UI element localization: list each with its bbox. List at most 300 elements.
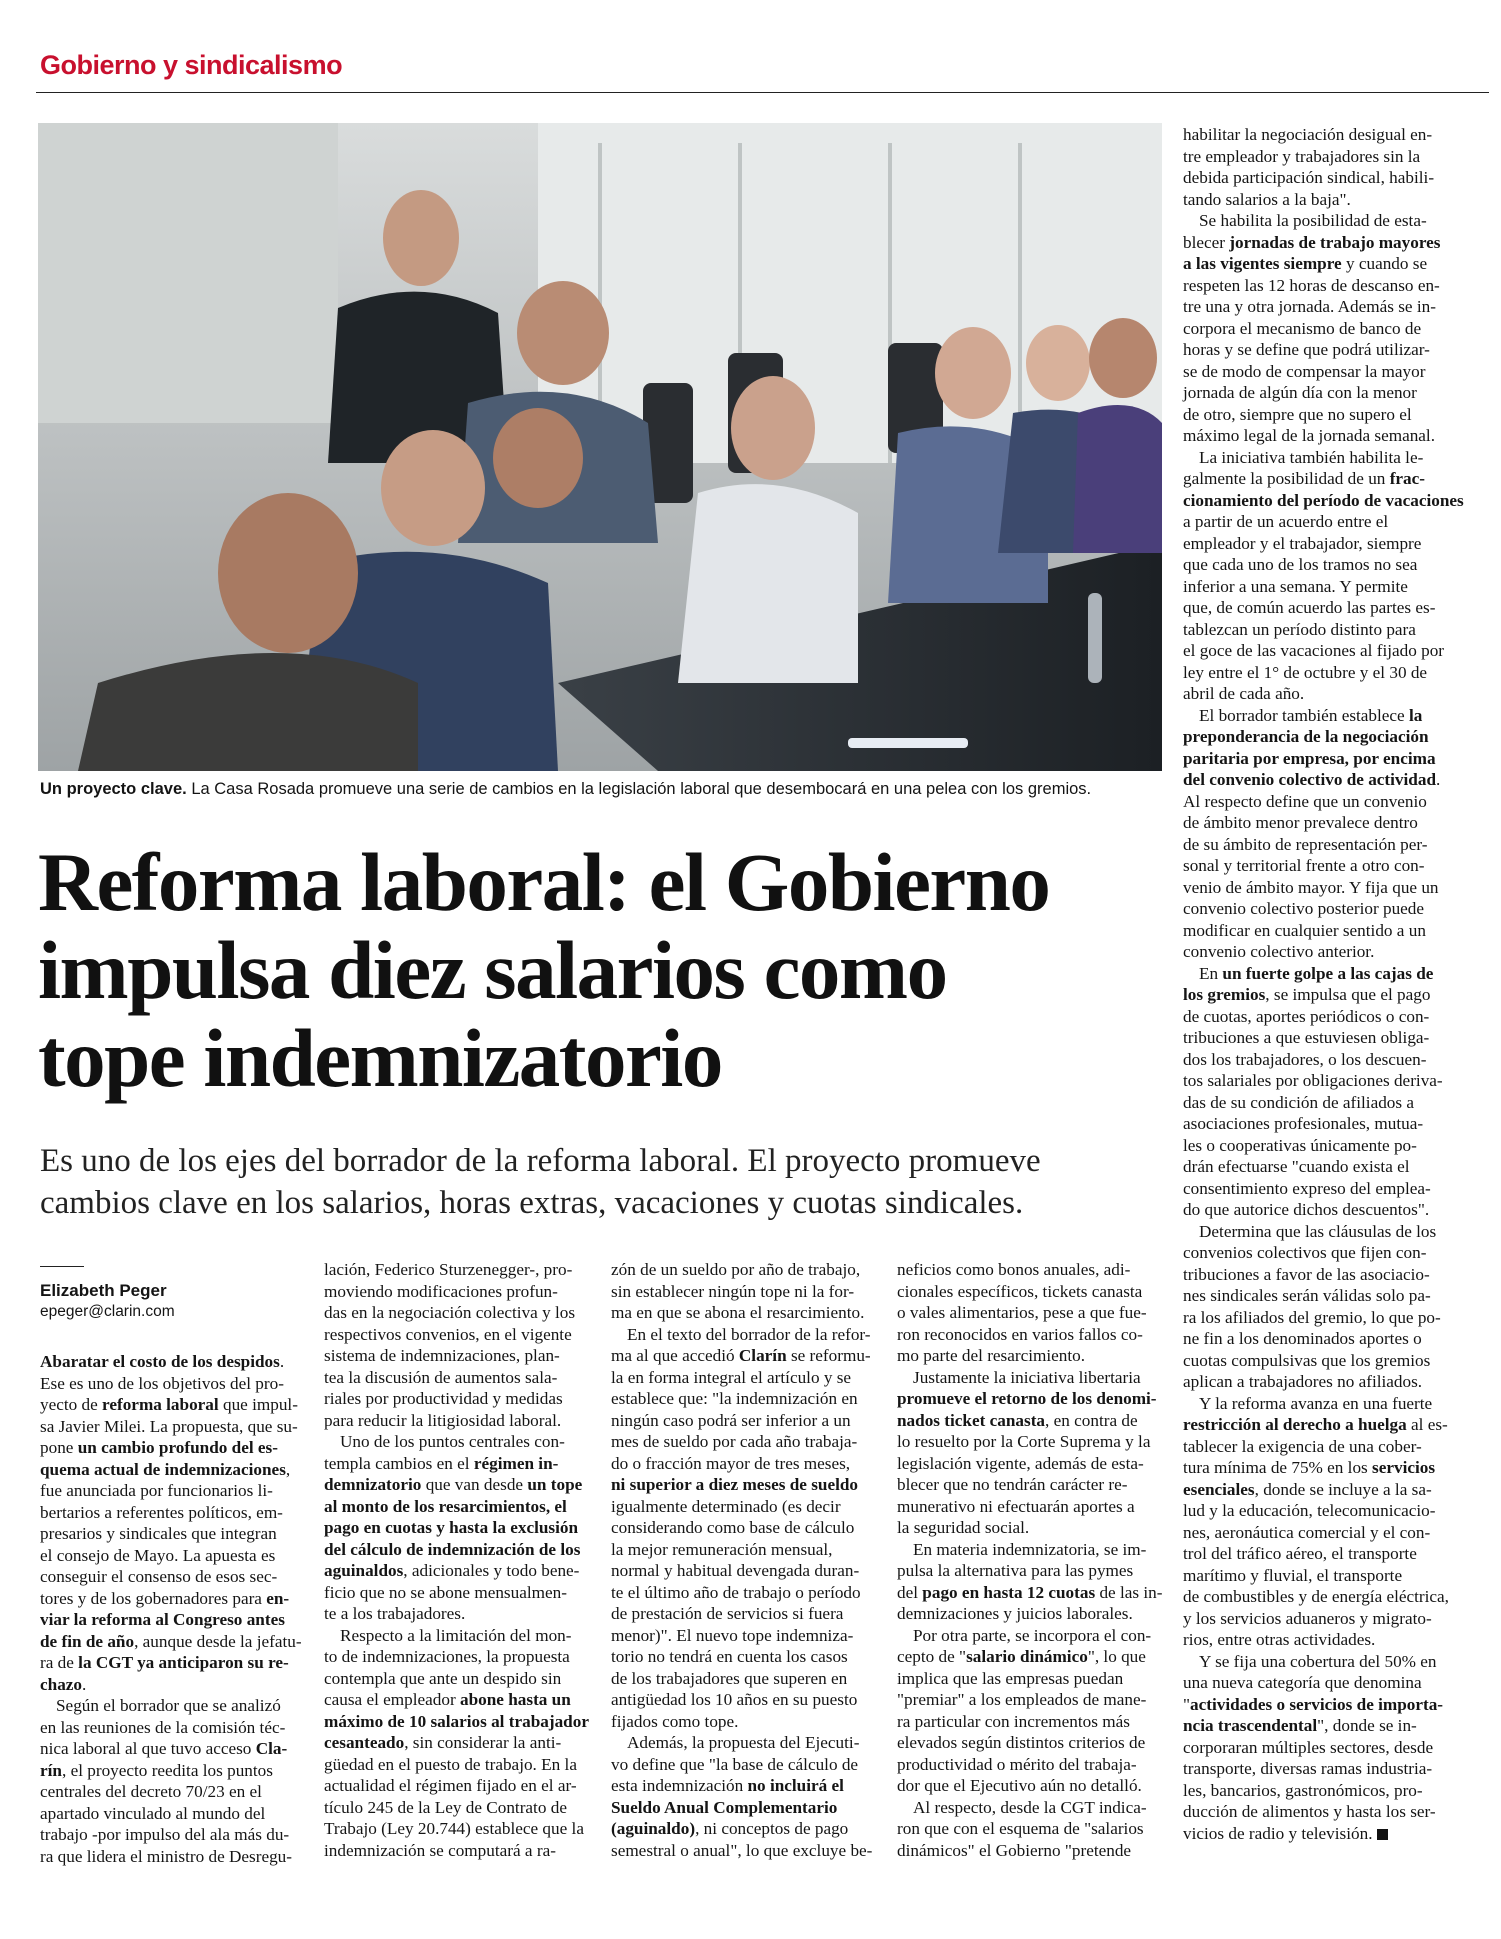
body-text: Respecto a la limitación del mon-	[340, 1625, 572, 1645]
body-text: torio no tendrá en cuenta los casos	[611, 1647, 848, 1666]
text-line	[897, 1345, 1162, 1367]
body-text: fijados como tope.	[611, 1711, 739, 1731]
body-text: implica que las empresas puedan	[897, 1668, 1124, 1688]
text-line	[1183, 318, 1464, 340]
body-text: tando salarios a la baja".	[1183, 189, 1351, 209]
text-line	[897, 1840, 1162, 1862]
body-text: Determina que las cláusulas de los	[1199, 1221, 1437, 1241]
text-line	[897, 1732, 1162, 1754]
text-line	[1183, 1543, 1464, 1565]
text-line	[1183, 791, 1464, 813]
text-line	[40, 1846, 302, 1868]
body-text: das de su condición de afiliados a	[1183, 1092, 1415, 1112]
text-line	[1183, 576, 1464, 598]
deck-subtitle	[40, 1140, 1165, 1224]
text-line	[611, 1431, 872, 1453]
body-text: menor)". El nuevo tope indemniza-	[611, 1625, 854, 1645]
text-line	[1183, 748, 1464, 770]
text-line	[1183, 941, 1464, 963]
body-text: templa cambios en el	[324, 1453, 474, 1473]
bold-text: pago en hasta 12 cuotas	[922, 1582, 1096, 1602]
body-text: Se habilita la posibilidad de esta-	[1199, 211, 1427, 230]
body-text: dos los trabajadores, o los descuen-	[1183, 1049, 1427, 1069]
deck-line: Es uno de los ejes del borrador de la reforma laboral. El proyecto promueve	[40, 1143, 1041, 1179]
text-line	[897, 1281, 1162, 1303]
body-text: .	[82, 1674, 87, 1694]
bold-text: Clarín	[738, 1346, 787, 1365]
body-text: cepto de "	[897, 1647, 967, 1666]
bold-text: del cálculo de indemnización de los	[324, 1539, 581, 1559]
body-text: habilitar la negociación desigual en-	[1183, 125, 1433, 144]
body-text: que cada uno de los tramos no sea	[1183, 555, 1418, 574]
text-line	[1183, 1285, 1464, 1307]
body-text: das en la negociación colectiva y los	[324, 1303, 576, 1322]
body-text: ra de	[40, 1653, 79, 1672]
text-line	[611, 1345, 872, 1367]
text-line	[1183, 1135, 1464, 1157]
body-text: Trabajo (Ley 20.744) establece que la	[324, 1819, 584, 1838]
text-line	[611, 1797, 872, 1819]
text-line	[40, 1760, 302, 1782]
body-text: nes sindicales serán válidas solo pa-	[1183, 1286, 1431, 1305]
text-line	[1183, 1672, 1464, 1694]
text-line	[611, 1474, 872, 1496]
body-text: corpora el mecanismo de banco de	[1183, 318, 1422, 338]
body-text: ficio que no se abone mensualmen-	[324, 1582, 567, 1602]
bold-text: actividades o servicios de importa-	[1190, 1694, 1444, 1714]
text-line	[40, 1781, 302, 1803]
text-line	[897, 1431, 1162, 1453]
bold-text: servicios	[1372, 1458, 1436, 1477]
body-text: convenio colectivo posterior puede	[1183, 899, 1425, 918]
text-line	[1183, 1092, 1464, 1114]
body-text: ma en que se abona el resarcimiento.	[611, 1303, 865, 1322]
bold-text: Cla-	[255, 1739, 288, 1758]
text-line	[1183, 963, 1464, 985]
text-line	[1183, 726, 1464, 748]
bold-text: aguinaldos	[324, 1561, 404, 1580]
text-line	[40, 1824, 302, 1846]
text-line	[611, 1711, 872, 1733]
text-line	[324, 1302, 589, 1324]
bold-text: nados ticket canasta	[897, 1410, 1046, 1430]
text-line	[40, 1373, 302, 1395]
text-line	[324, 1625, 589, 1647]
text-line	[1183, 662, 1464, 684]
text-line	[1183, 382, 1464, 404]
text-line	[1183, 1608, 1464, 1630]
text-line	[1183, 511, 1464, 533]
text-line	[611, 1281, 872, 1303]
text-line	[1183, 296, 1464, 318]
body-text: ducción de alimentos y hasta los ser-	[1183, 1802, 1436, 1821]
bold-text: Sueldo Anual Complementario	[611, 1797, 838, 1817]
body-text: yecto de	[40, 1395, 103, 1414]
text-line	[1183, 339, 1464, 361]
body-text: elevados según distintos criterios de	[897, 1733, 1146, 1752]
text-line	[324, 1453, 589, 1475]
text-line	[1183, 232, 1464, 254]
text-line	[1183, 124, 1464, 146]
body-text: blecer que no tendrán carácter re-	[897, 1475, 1128, 1494]
body-text: ley entre el 1° de octubre y el 30 de	[1183, 662, 1428, 682]
body-text: en las reuniones de la comisión téc-	[40, 1717, 286, 1737]
bold-text: preponderancia de la negociación	[1183, 727, 1429, 746]
text-line	[40, 1351, 302, 1373]
text-line	[897, 1754, 1162, 1776]
text-line	[324, 1582, 589, 1604]
bold-text: (aguinaldo)	[611, 1819, 696, 1838]
text-line	[611, 1603, 872, 1625]
text-line	[40, 1609, 302, 1631]
body-text: ra particular con incrementos más	[897, 1711, 1130, 1731]
text-line	[1183, 855, 1464, 877]
photo-caption	[40, 779, 1162, 799]
body-text: zón de un sueldo por año de trabajo,	[611, 1260, 861, 1279]
text-line	[40, 1674, 302, 1696]
text-line	[611, 1646, 872, 1668]
author-name: Elizabeth Peger	[40, 1281, 167, 1300]
body-text: munerativo ni efectuarán aportes a	[897, 1496, 1135, 1516]
body-text: te el último año de trabajo o período	[611, 1582, 861, 1602]
article-column-4	[897, 1259, 1162, 1861]
text-line	[1183, 1350, 1464, 1372]
text-line	[1183, 210, 1464, 232]
text-line	[897, 1668, 1162, 1690]
text-line	[40, 1803, 302, 1825]
body-text: te a los trabajadores.	[324, 1604, 466, 1623]
text-line	[1183, 619, 1464, 641]
bold-text: jornadas de trabajo mayores	[1229, 232, 1441, 252]
body-text: establece que: "la indemnización en	[611, 1389, 858, 1408]
section-label: Gobierno y sindicalismo	[40, 50, 343, 80]
bold-text: un tope	[527, 1475, 583, 1494]
body-text: respeten las 12 horas de descanso en-	[1183, 275, 1440, 295]
body-text: tículo 245 de la Ley de Contrato de	[324, 1797, 567, 1817]
body-text: , ni conceptos de pago	[695, 1819, 849, 1838]
body-text: sistema de indemnizaciones, plan-	[324, 1346, 560, 1365]
text-line	[324, 1840, 589, 1862]
body-text: ma al que accedió	[611, 1346, 739, 1365]
text-line	[324, 1689, 589, 1711]
bold-text: esenciales	[1183, 1479, 1255, 1499]
headline-line: Reforma laboral: el Gobierno	[38, 836, 1050, 928]
text-line	[611, 1388, 872, 1410]
body-text: to de indemnizaciones, la propuesta	[324, 1647, 570, 1666]
bold-text: paritaria por empresa, por encima	[1183, 748, 1436, 768]
text-line	[611, 1302, 872, 1324]
bold-text: en-	[266, 1588, 290, 1608]
article-column-3	[611, 1259, 872, 1861]
text-line	[1183, 1758, 1464, 1780]
text-line	[611, 1754, 872, 1776]
text-line	[40, 1631, 302, 1653]
text-line	[897, 1560, 1162, 1582]
body-text: inferior a una semana. Y permite	[1183, 576, 1408, 596]
body-text: Por otra parte, se incorpora el con-	[913, 1625, 1152, 1645]
text-line	[611, 1625, 872, 1647]
body-text: .	[279, 1352, 285, 1371]
body-text: de los trabajadores que superen en	[611, 1668, 848, 1688]
text-line	[1183, 533, 1464, 555]
text-line	[1183, 1823, 1464, 1845]
body-text: do o fracción mayor de tres meses,	[611, 1453, 851, 1473]
text-line	[1183, 597, 1464, 619]
text-line	[40, 1394, 302, 1416]
body-text: nes, aeronáutica comercial y el con-	[1183, 1522, 1431, 1542]
text-line	[1183, 1371, 1464, 1393]
body-text: En el texto del borrador de la refor-	[627, 1324, 871, 1344]
text-line	[611, 1818, 872, 1840]
body-text: La iniciativa también habilita le-	[1199, 447, 1424, 467]
text-line	[897, 1259, 1162, 1281]
bold-text: la CGT ya anticiparon su re-	[78, 1653, 289, 1672]
body-text: máximo legal de la jornada semanal.	[1183, 426, 1435, 445]
body-text: ", donde se in-	[1317, 1716, 1417, 1735]
text-line	[40, 1652, 302, 1674]
body-text: la mejor remuneración mensual,	[611, 1539, 833, 1559]
body-text: productividad o mérito del trabaja-	[897, 1754, 1137, 1774]
body-text: asociaciones profesionales, mutua-	[1183, 1114, 1424, 1133]
text-line	[40, 1502, 302, 1524]
article-column-1	[40, 1351, 302, 1867]
body-text: , aunque desde la jefatu-	[134, 1631, 302, 1651]
body-text: tre una y otra jornada. Además se in-	[1183, 297, 1436, 316]
text-line	[1183, 447, 1464, 469]
body-text: empleador y el trabajador, siempre	[1183, 533, 1422, 553]
body-text: lación, Federico Sturzenegger-, pro-	[324, 1260, 573, 1279]
text-line	[324, 1539, 589, 1561]
text-line	[1183, 834, 1464, 856]
body-text: .	[1436, 770, 1441, 789]
body-text: que impul-	[218, 1395, 298, 1414]
body-text: ningún caso podrá ser inferior a un	[611, 1410, 851, 1430]
body-text: horas y se define que podrá utilizar-	[1183, 340, 1430, 359]
bold-text: salario dinámico	[966, 1647, 1088, 1666]
text-line	[1183, 1801, 1464, 1823]
text-line	[1183, 1221, 1464, 1243]
text-line	[1183, 1565, 1464, 1587]
body-text: moviendo modificaciones profun-	[324, 1281, 558, 1301]
text-line	[324, 1367, 589, 1389]
text-line	[1183, 1307, 1464, 1329]
body-text: vicios de radio y televisión.	[1183, 1823, 1373, 1843]
text-line	[897, 1496, 1162, 1518]
text-line	[1183, 920, 1464, 942]
body-text: bertarios a referentes políticos, em-	[40, 1502, 283, 1522]
bold-text: del convenio colectivo de actividad	[1183, 770, 1437, 789]
body-text: les o cooperativas únicamente po-	[1183, 1135, 1417, 1155]
body-text: Al respecto, desde la CGT indica-	[913, 1797, 1147, 1817]
body-text: semestral o anual", lo que excluye be-	[611, 1840, 873, 1860]
body-text: del	[897, 1582, 923, 1602]
body-text: una nueva categoría que denomina	[1183, 1673, 1422, 1692]
text-line	[1183, 1049, 1464, 1071]
bold-text: demnizatorio	[324, 1475, 422, 1494]
text-line	[1183, 1694, 1464, 1716]
bold-text: no incluirá el	[747, 1776, 844, 1795]
body-text: cionales específicos, tickets canasta	[897, 1281, 1143, 1301]
body-text: ra los afiliados del gremio, lo que po-	[1183, 1307, 1441, 1327]
body-text: , en contra de	[1045, 1410, 1138, 1430]
text-line	[1183, 1479, 1464, 1501]
body-text: Además, la propuesta del Ejecuti-	[627, 1733, 860, 1752]
body-text: ne fin a los denominados aportes o	[1183, 1329, 1422, 1348]
body-text: En materia indemnizatoria, se im-	[913, 1539, 1147, 1559]
text-line	[1183, 1457, 1464, 1479]
body-text: consentimiento expreso del emplea-	[1183, 1178, 1431, 1198]
body-text: para reducir la litigiosidad laboral.	[324, 1410, 562, 1430]
body-text: En	[1199, 963, 1223, 983]
bold-text: quema actual de indemnizaciones	[40, 1459, 286, 1479]
body-text: demnizaciones y juicios laborales.	[897, 1604, 1133, 1623]
body-text: venio de ámbito mayor. Y fija que un	[1183, 877, 1439, 897]
body-text: Y se fija una cobertura del 50% en	[1199, 1651, 1437, 1671]
body-text: , adicionales y todo bene-	[403, 1561, 580, 1580]
body-text: la seguridad social.	[897, 1518, 1030, 1537]
body-text: al es-	[1406, 1415, 1448, 1434]
text-line	[1183, 253, 1464, 275]
body-text: nica laboral al que tuvo acceso	[40, 1739, 256, 1758]
text-line	[1183, 468, 1464, 490]
body-text: aplican a trabajadores no afiliados.	[1183, 1372, 1423, 1391]
body-text: y cuando se	[1341, 254, 1428, 273]
body-text: abril de cada año.	[1183, 684, 1305, 703]
body-text: de otro, siempre que no supero el	[1183, 404, 1412, 424]
body-text: antigüedad los 10 años en su puesto	[611, 1690, 858, 1709]
body-text: tribuciones a favor de las asociacio-	[1183, 1264, 1430, 1284]
body-text: ,	[285, 1459, 291, 1479]
text-line	[897, 1410, 1162, 1432]
text-line	[324, 1775, 589, 1797]
body-text: Y la reforma avanza en una fuerte	[1199, 1393, 1433, 1413]
body-text: actualidad el régimen fijado en el ar-	[324, 1776, 577, 1795]
bold-text: abone hasta un	[460, 1690, 571, 1709]
text-line	[1183, 425, 1464, 447]
bold-text: los gremios	[1183, 985, 1266, 1004]
text-line	[1183, 1113, 1464, 1135]
body-text: do que autorice dichos descuentos".	[1183, 1200, 1430, 1219]
text-line	[897, 1539, 1162, 1561]
body-text: Al respecto define que un convenio	[1183, 791, 1427, 811]
text-line	[897, 1625, 1162, 1647]
text-line	[611, 1539, 872, 1561]
body-text: normal y habitual devengada duran-	[611, 1561, 860, 1580]
body-text: lo resuelto por la Corte Suprema y la	[897, 1432, 1151, 1451]
body-text: galmente la posibilidad de un	[1183, 469, 1390, 488]
text-line	[611, 1582, 872, 1604]
text-line	[1183, 146, 1464, 168]
body-text: que, de común acuerdo las partes es-	[1183, 598, 1436, 617]
body-text: vo define que "la base de cálculo de	[611, 1754, 859, 1774]
text-line	[611, 1517, 872, 1539]
text-line	[1183, 640, 1464, 662]
text-line	[40, 1480, 302, 1502]
text-line	[1183, 1651, 1464, 1673]
text-line	[324, 1324, 589, 1346]
text-line	[1183, 1780, 1464, 1802]
body-text: Justamente la iniciativa libertaria	[913, 1367, 1141, 1387]
text-line	[324, 1754, 589, 1776]
bold-text: reforma laboral	[102, 1395, 219, 1414]
bold-text: pago en cuotas y hasta la exclusión	[324, 1518, 579, 1537]
body-text: Uno de los puntos centrales con-	[340, 1432, 565, 1451]
body-text: ra que lidera el ministro de Desregu-	[40, 1846, 292, 1866]
text-line	[1183, 1242, 1464, 1264]
body-text: mes de sueldo por cada año trabaja-	[611, 1432, 858, 1451]
text-line	[40, 1695, 302, 1717]
bold-text: un fuerte golpe a las cajas de	[1222, 963, 1434, 983]
text-line	[324, 1517, 589, 1539]
text-line	[1183, 361, 1464, 383]
article-column-2	[324, 1259, 589, 1861]
text-line	[897, 1453, 1162, 1475]
deck-line: cambios clave en los salarios, horas extras, vacaciones y cuotas sindicales.	[40, 1185, 1024, 1221]
text-line	[611, 1840, 872, 1862]
text-line	[1183, 189, 1464, 211]
text-line	[611, 1689, 872, 1711]
body-text: contempla que ante un despido sin	[324, 1668, 562, 1688]
text-line	[897, 1474, 1162, 1496]
bold-text: de fin de año	[40, 1631, 135, 1651]
text-line	[324, 1345, 589, 1367]
body-text: o vales alimentarios, pese a que fue-	[897, 1303, 1147, 1322]
text-line	[324, 1711, 589, 1733]
bold-text: la	[1408, 705, 1423, 725]
caption-text: La Casa Rosada promueve una serie de cambios en la legislación laboral que desembocará en una pelea con los gremios.	[186, 780, 1092, 798]
headline-line: tope indemnizatorio	[38, 1012, 722, 1104]
body-text: esta indemnización	[611, 1776, 748, 1795]
body-text: , sin considerar la anti-	[404, 1733, 562, 1752]
body-text: y los servicios aduaneros y migrato-	[1183, 1608, 1432, 1628]
text-line	[324, 1431, 589, 1453]
body-text: a partir de un acuerdo entre el	[1183, 512, 1389, 531]
body-text: ron reconocidos en varios fallos co-	[897, 1324, 1143, 1344]
body-text: , el proyecto reedita los puntos	[61, 1760, 273, 1780]
body-text: el consejo de Mayo. La apuesta es	[40, 1545, 276, 1565]
text-line	[1183, 683, 1464, 705]
text-line	[1183, 1264, 1464, 1286]
body-text: de combustibles y de energía eléctrica,	[1183, 1587, 1449, 1606]
body-text: de su ámbito de representación per-	[1183, 834, 1428, 854]
bold-text: a las vigentes siempre	[1183, 254, 1342, 273]
bold-text: chazo	[40, 1674, 83, 1694]
body-text: Según el borrador que se analizó	[56, 1696, 281, 1715]
text-line	[324, 1281, 589, 1303]
bold-text: Abaratar el costo de los despidos	[40, 1352, 280, 1371]
body-text: respectivos convenios, en el vigente	[324, 1324, 572, 1344]
body-text: tos salariales por obligaciones deriva-	[1183, 1071, 1443, 1090]
body-text: cuotas compulsivas que los gremios	[1183, 1350, 1431, 1370]
text-line	[324, 1732, 589, 1754]
body-text: de ámbito menor prevalece dentro	[1183, 813, 1418, 832]
body-text: tribuciones a que estuviesen obliga-	[1183, 1028, 1430, 1047]
body-text: blecer	[1183, 232, 1230, 252]
text-line	[1183, 1178, 1464, 1200]
text-line	[897, 1517, 1162, 1539]
text-line	[324, 1603, 589, 1625]
text-line	[1183, 275, 1464, 297]
text-line	[324, 1818, 589, 1840]
text-line	[1183, 554, 1464, 576]
body-text: se reformu-	[786, 1346, 871, 1365]
text-line	[1183, 705, 1464, 727]
body-text: dor que el Ejecutivo aún no detalló.	[897, 1776, 1142, 1795]
body-text: mo parte del resarcimiento.	[897, 1346, 1086, 1365]
body-text: el goce de las vacaciones al fijado por	[1183, 641, 1445, 660]
body-text: riales por productividad y medidas	[324, 1389, 563, 1408]
body-text: güedad en el puesto de trabajo. En la	[324, 1754, 577, 1774]
